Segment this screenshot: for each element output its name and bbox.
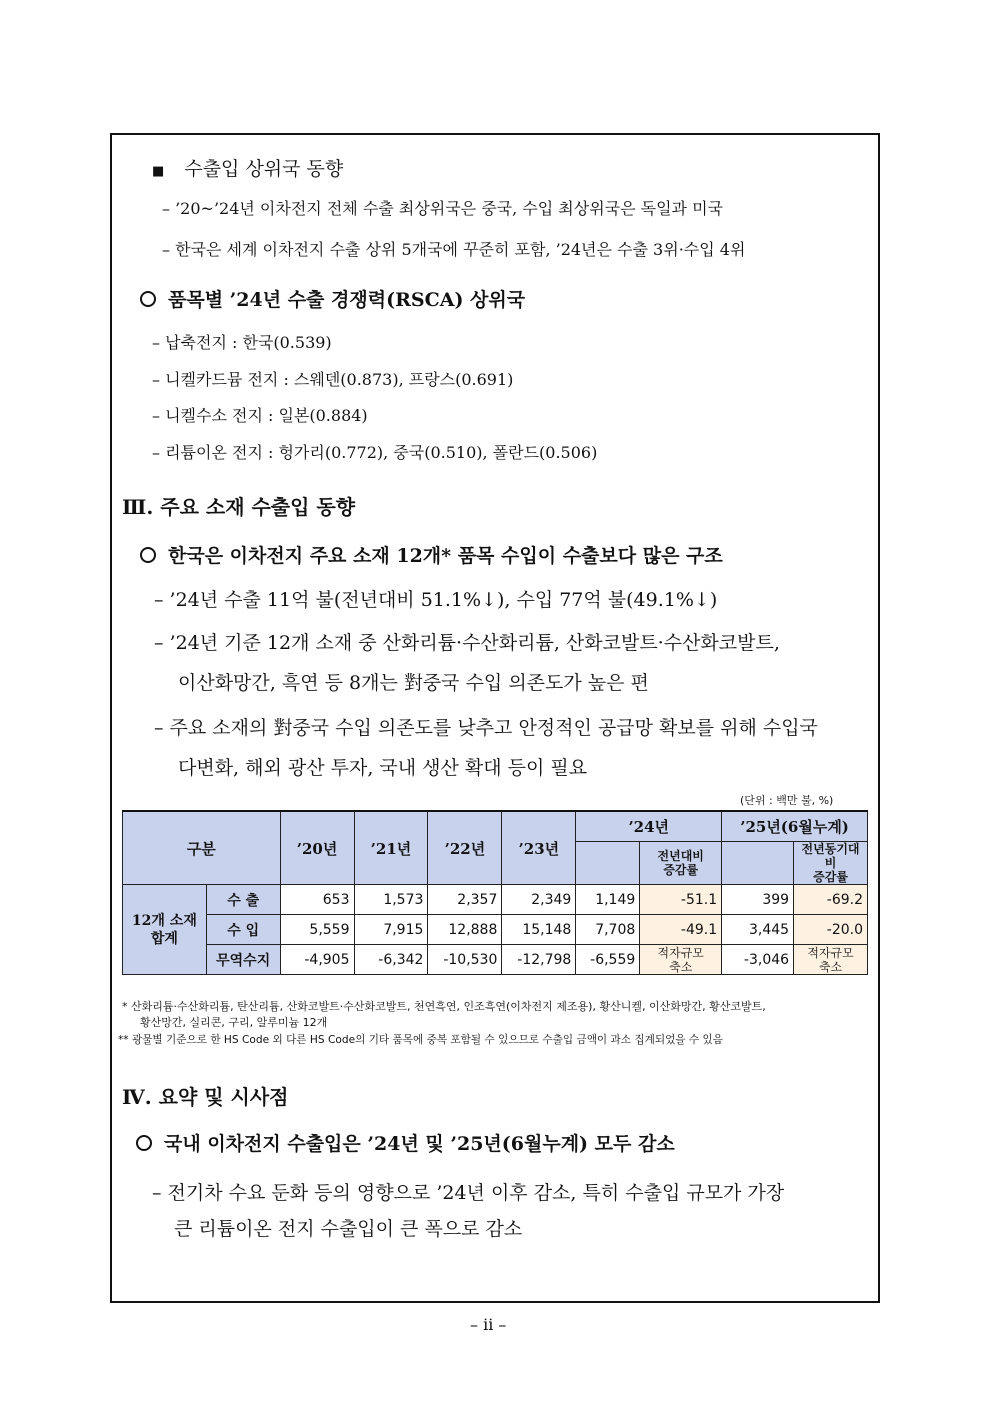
blank-cell <box>576 842 640 885</box>
cell: -49.1 <box>640 915 722 945</box>
col-year: ’24년 <box>576 811 722 842</box>
section-4-sub <box>136 1129 675 1156</box>
blank-cell <box>722 842 794 885</box>
page-number: – ii – <box>470 1315 507 1334</box>
rsca-item: – 납축전지 : 한국(0.539) <box>152 333 332 352</box>
section-4-heading: Ⅳ. 요약 및 시사점 <box>122 1085 289 1109</box>
section-3-item: – ’24년 수출 11억 불(전년대비 51.1%↓), 수입 77억 불(49.1%↓) <box>154 589 718 611</box>
col-year: ’21년 <box>354 811 428 885</box>
row-label: 무역수지 <box>206 945 280 975</box>
section-3-heading: Ⅲ. 주요 소재 수출입 동향 <box>122 495 356 519</box>
cell: -12,798 <box>502 945 576 975</box>
col-sub-24: 전년대비 증감률 <box>640 842 722 885</box>
cell: -6,342 <box>354 945 428 975</box>
group-label: 12개 소재 합계 <box>123 885 207 975</box>
section-3-item: 이산화망간, 흑연 등 8개는 對중국 수입 의존도가 높은 편 <box>178 672 649 694</box>
col-year: ’20년 <box>280 811 354 885</box>
table-row <box>123 915 868 945</box>
rsca-title <box>140 285 525 312</box>
row-label: 수 출 <box>206 885 280 915</box>
sec-top-item-2: – 한국은 세계 이차전지 수출 상위 5개국에 꾸준히 포함, ’24년은 수출 3위·수입 4위 <box>162 240 746 259</box>
table-note: ** 광물별 기준으로 한 HS Code 외 다른 HS Code의 기타 품목에 중복 포함될 수 있으므로 수출입 금액이 과소 집계되었을 수 있음 <box>118 1034 723 1046</box>
table-note: 황산망간, 실리콘, 구리, 알루미늄 12개 <box>140 1016 328 1029</box>
circle-bullet-icon <box>136 1135 152 1151</box>
circle-bullet-icon <box>140 547 156 563</box>
section-top-title-text: 수출입 상위국 동향 <box>184 158 344 180</box>
sec-top-item-1: – ’20~’24년 이차전지 전체 수출 최상위국은 중국, 수입 최상위국은 독일과 미국 <box>162 199 724 218</box>
table-row <box>123 885 868 915</box>
col-year: ’22년 <box>428 811 502 885</box>
cell: 적자규모 축소 <box>640 945 722 975</box>
section-4-item: 큰 리튬이온 전지 수출입이 큰 폭으로 감소 <box>174 1218 523 1240</box>
table-unit: (단위 : 백만 불, %) <box>740 794 834 807</box>
col-year: ’23년 <box>502 811 576 885</box>
cell: 7,915 <box>354 915 428 945</box>
square-bullet-icon: ■ <box>152 164 165 179</box>
cell: 2,357 <box>428 885 502 915</box>
cell: 653 <box>280 885 354 915</box>
cell: -69.2 <box>794 885 868 915</box>
cell: -3,046 <box>722 945 794 975</box>
table-note: * 산화리튬·수산화리튬, 탄산리튬, 산화코발트·수산화코발트, 천연흑연, 인조흑연(이차전지 제조용), 황산니켈, 이산화망간, 황산코발트, <box>122 1000 766 1013</box>
cell: 7,708 <box>576 915 640 945</box>
cell: 1,149 <box>576 885 640 915</box>
table-head-label: 구분 <box>123 811 281 885</box>
section-3-sub <box>140 541 723 568</box>
rsca-title-text: 품목별 ’24년 수출 경쟁력(RSCA) 상위국 <box>168 289 526 311</box>
row-label: 수 입 <box>206 915 280 945</box>
table-row <box>123 945 868 975</box>
cell: 2,349 <box>502 885 576 915</box>
cell: -10,530 <box>428 945 502 975</box>
cell: 적자규모 축소 <box>794 945 868 975</box>
rsca-item: – 니켈수소 전지 : 일본(0.884) <box>152 406 368 425</box>
cell: 399 <box>722 885 794 915</box>
section-3-item: 다변화, 해외 광산 투자, 국내 생산 확대 등이 필요 <box>178 757 588 779</box>
trade-table <box>122 810 868 975</box>
cell: 12,888 <box>428 915 502 945</box>
cell: 3,445 <box>722 915 794 945</box>
rsca-item: – 니켈카드뮴 전지 : 스웨덴(0.873), 프랑스(0.691) <box>152 370 514 389</box>
rsca-item: – 리튬이온 전지 : 헝가리(0.772), 중국(0.510), 폴란드(0.506) <box>152 443 598 462</box>
cell: -20.0 <box>794 915 868 945</box>
section-4-item: – 전기차 수요 둔화 등의 영향으로 ’24년 이후 감소, 특히 수출입 규모가 가장 <box>152 1182 785 1204</box>
cell: -4,905 <box>280 945 354 975</box>
cell: 15,148 <box>502 915 576 945</box>
cell: -6,559 <box>576 945 640 975</box>
section-3-item: – 주요 소재의 對중국 수입 의존도를 낮추고 안정적인 공급망 확보를 위해 수입국 <box>154 717 818 739</box>
circle-bullet-icon <box>140 291 156 307</box>
cell: 5,559 <box>280 915 354 945</box>
col-year: ’25년(6월누계) <box>722 811 868 842</box>
section-3-item: – ’24년 기준 12개 소재 중 산화리튬·수산화리튬, 산화코발트·수산화코발트, <box>154 632 780 654</box>
section-4-sub-text: 국내 이차전지 수출입은 ’24년 및 ’25년(6월누계) 모두 감소 <box>164 1133 675 1155</box>
section-top-title <box>152 154 343 181</box>
cell: -51.1 <box>640 885 722 915</box>
col-sub-25: 전년동기대비 증감률 <box>794 842 868 885</box>
cell: 1,573 <box>354 885 428 915</box>
section-3-sub-text: 한국은 이차전지 주요 소재 12개* 품목 수입이 수출보다 많은 구조 <box>168 545 723 567</box>
